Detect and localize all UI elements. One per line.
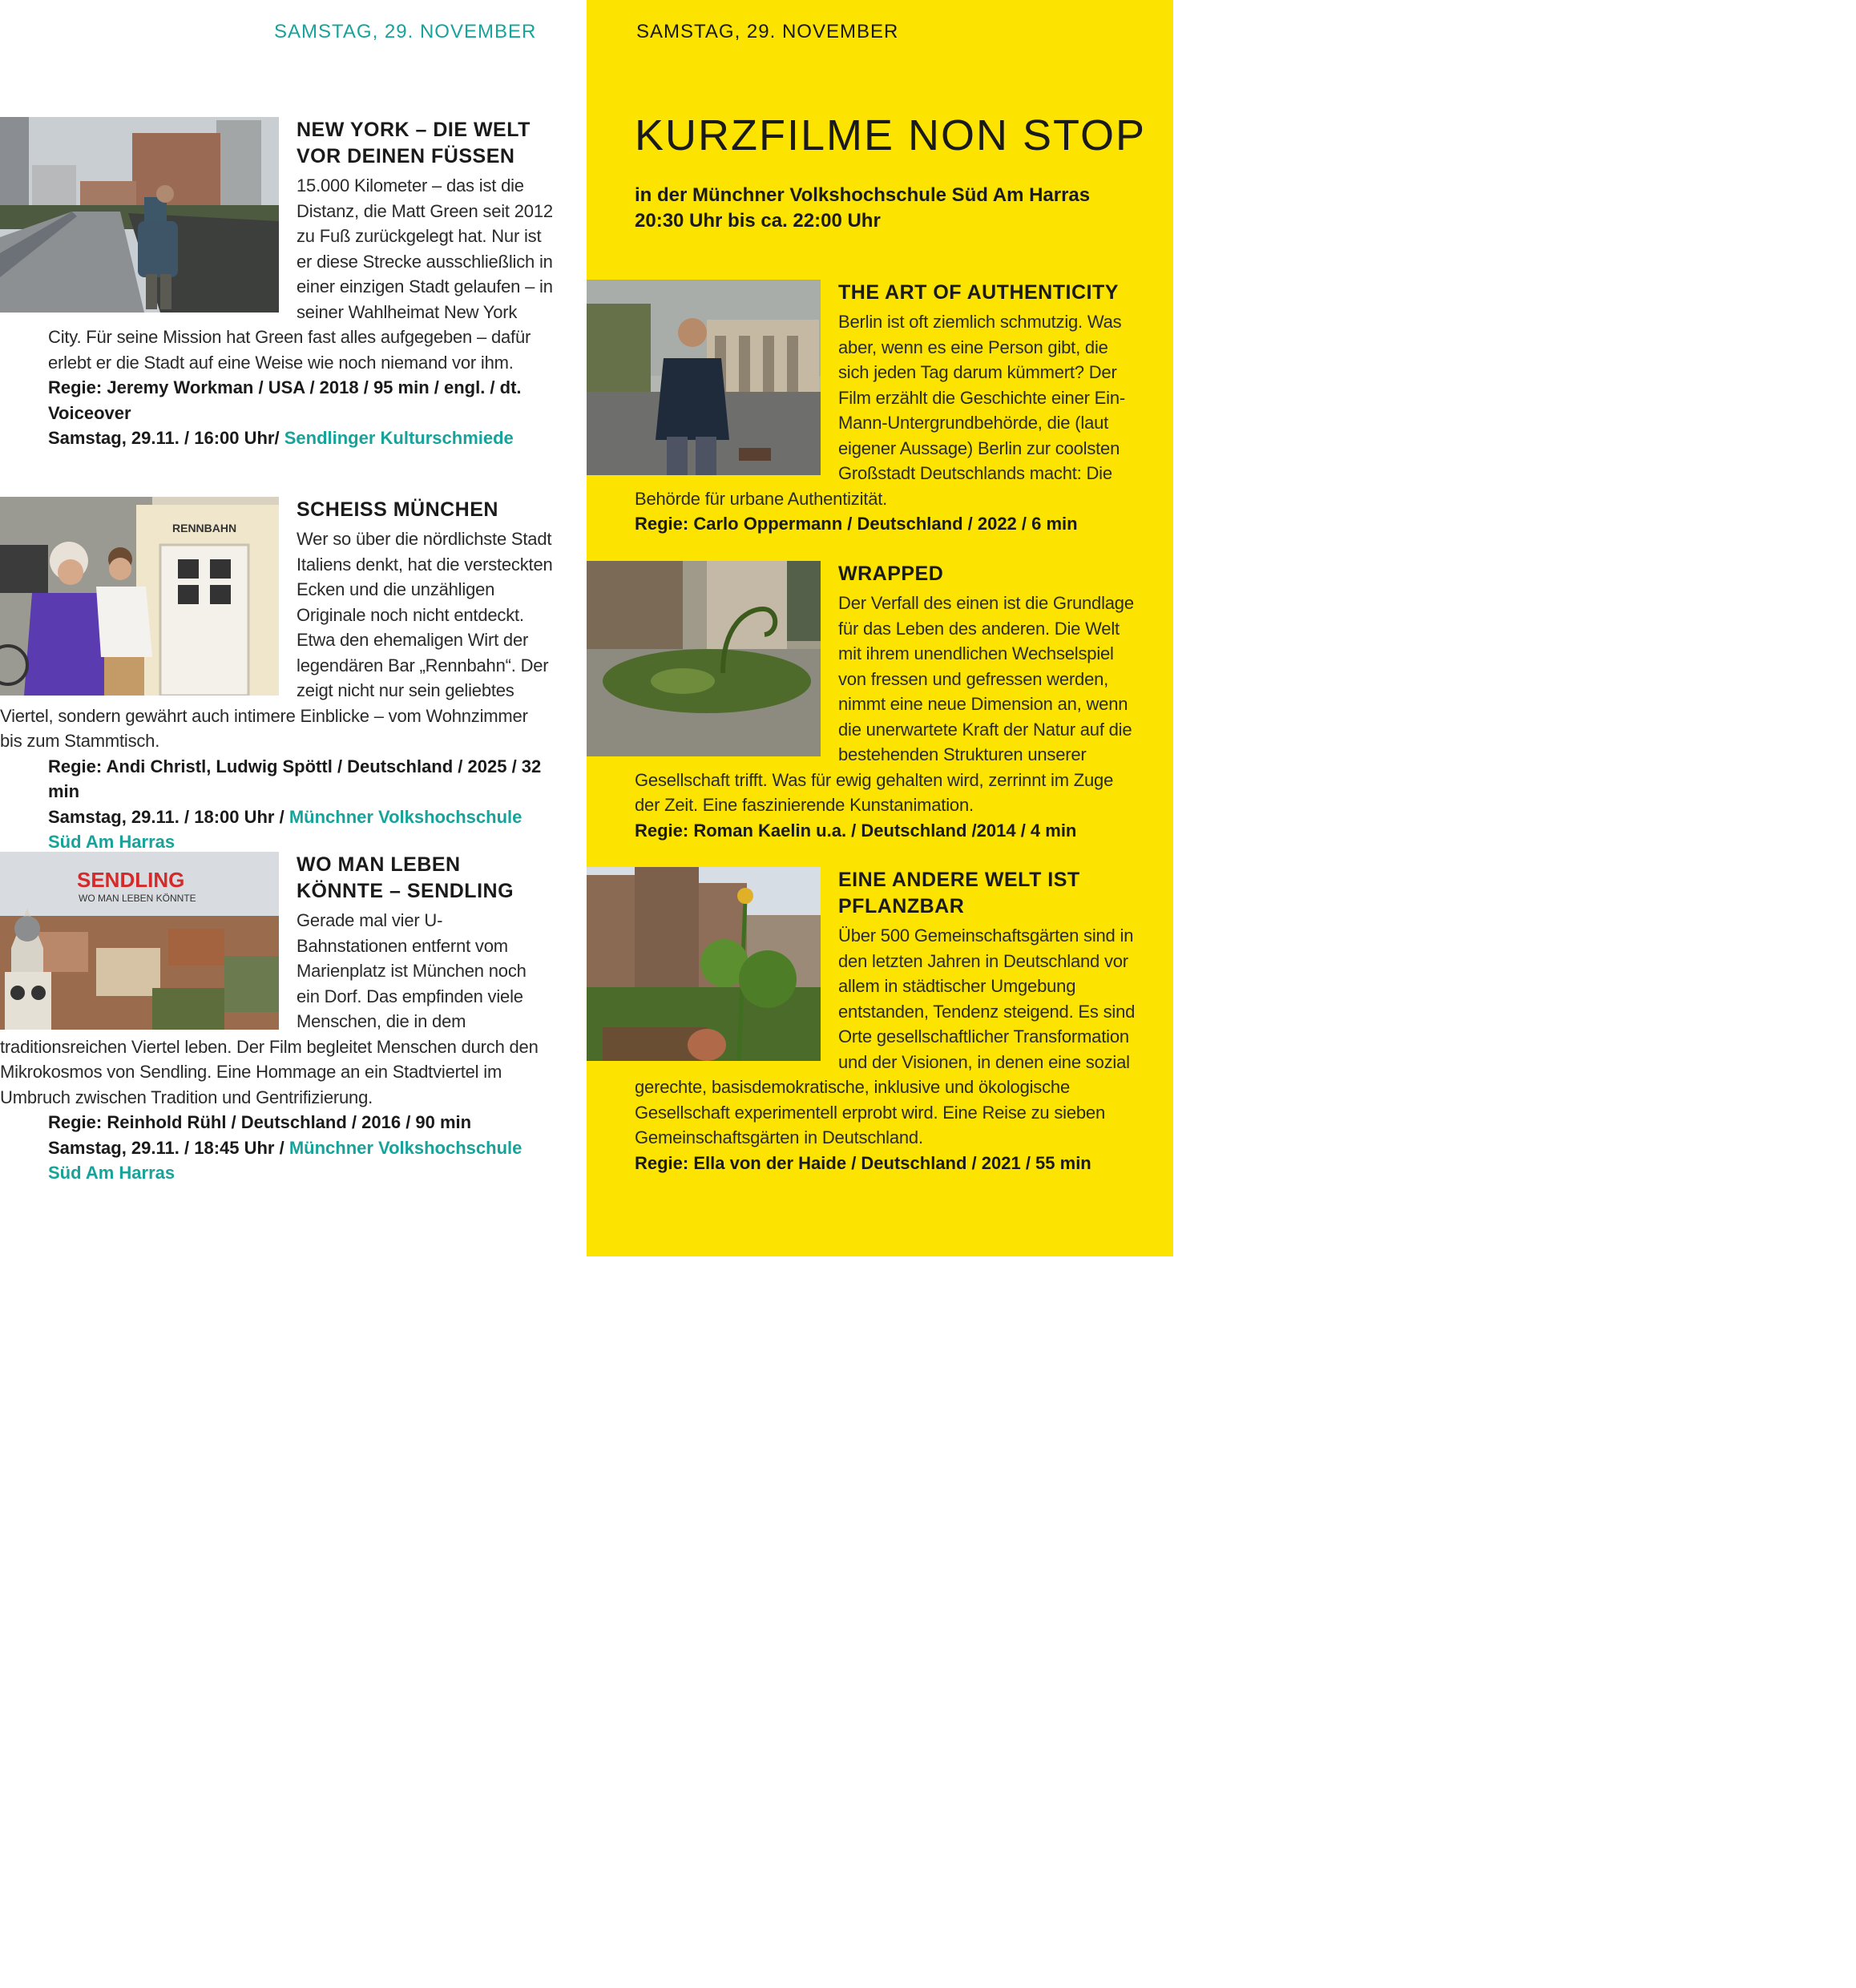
film-image-art-of-authenticity: [587, 280, 821, 475]
film-description: 15.000 Kilometer – das ist die Distanz, die Matt Green seit 2012 zu Fuß zurückgelegt hat. Nur ist er diese Strecke ausschließlich in einer einzigen Stadt gelaufen – in seiner Wahlheimat New York City. Für seine Mission hat Green fast alles aufgegeben – dafür erlebt er die Stadt auf eine Weise wie noch niemand vor ihm.: [48, 175, 553, 373]
film-credit: Regie: Ella von der Haide / Deutschland / 2021 / 55 min: [635, 1152, 1091, 1173]
page-date: SAMSTAG, 29. NOVEMBER: [274, 21, 537, 42]
film-credit: Regie: Carlo Oppermann / Deutschland / 2022 / 6 min: [635, 514, 1078, 534]
film-entry-new-york: [0, 117, 553, 451]
film-entry-scheiss-muenchen: [0, 497, 553, 855]
film-credit: Regie: Reinhold Rühl / Deutschland / 2016 / 90 min: [48, 1112, 472, 1132]
subheading-location: in der Münchner Volkshochschule Süd Am Harras: [635, 184, 1091, 206]
film-description: Wer so über die nördlichste Stadt Italiens denkt, hat die versteckten Ecken und die unzähligen Originale noch nicht entdeckt. Etwa den ehemaligen Wirt der legendären Bar „Rennbahn“. Der zeigt nicht nur sein geliebtes Viertel, sondern gewährt auch intimere Einblicke – vom Wohnzimmer bis zum Stammtisch.: [0, 529, 553, 751]
left-page: [0, 0, 587, 1256]
film-title-line: KÖNNTE – SENDLING: [297, 880, 514, 902]
film-title-line: THE ART OF AUTHENTICITY: [838, 281, 1119, 304]
film-screening: [48, 425, 553, 451]
section-heading: KURZFILME NON STOP: [635, 111, 1147, 159]
screening-time: Samstag, 29.11. / 18:45 Uhr /: [48, 1137, 289, 1158]
film-image-sendling: [0, 852, 279, 1030]
film-title-line: NEW YORK – DIE WELT: [297, 119, 531, 141]
film-title-line: SCHEISS MÜNCHEN: [297, 498, 498, 521]
film-credit: Regie: Roman Kaelin u.a. / Deutschland /2014 / 4 min: [635, 820, 1077, 841]
film-title-line: VOR DEINEN FÜSSEN: [297, 145, 515, 167]
film-credit: Regie: Jeremy Workman / USA / 2018 / 95 min / engl. / dt. Voiceover: [48, 377, 522, 423]
film-image-scheiss-muenchen: [0, 497, 279, 696]
film-title-line: EINE ANDERE WELT IST: [838, 869, 1080, 891]
right-page: [587, 0, 1173, 1256]
film-description: Über 500 Gemeinschaftsgärten sind in den letzten Jahren in Deutschland vor allem in städtischer Umgebung entstanden, Tendenz steigend. Es sind Orte gesellschaftlicher Transformation und der Visionen, in denen eine sozial gerechte, basisdemokratische, inklusive und ökologische Gesellschaft experimentell erprobt wird. Eine Reise zu sieben Gemeinschaftsgärten in Deutschland.: [635, 925, 1136, 1147]
film-entry-sendling: [0, 852, 553, 1186]
film-image-wrapped: [587, 561, 821, 756]
film-entry-pflanzbar: [635, 867, 1136, 1175]
film-description: Gerade mal vier U-Bahnstationen entfernt vom Marienplatz ist München noch ein Dorf. Das empfinden viele Menschen, die in dem traditionsreichen Viertel leben. Der Film begleitet Menschen durch den Mikrokosmos von Sendling. Eine Hommage an ein Stadtviertel im Umbruch zwischen Tradition und Gentrifizierung.: [0, 910, 539, 1107]
subheading-time: 20:30 Uhr bis ca. 22:00 Uhr: [635, 210, 881, 232]
film-image-new-york: [0, 117, 279, 313]
screening-time: Samstag, 29.11. / 18:00 Uhr /: [48, 806, 289, 827]
film-title-line: PFLANZBAR: [838, 895, 965, 917]
image-sign-text: RENNBAHN: [172, 522, 237, 534]
film-title-line: WO MAN LEBEN: [297, 853, 461, 876]
venue-link[interactable]: Münchner Volkshochschule Süd Am Harras: [48, 1137, 523, 1183]
image-title-text: SENDLING: [77, 868, 185, 892]
film-credit: Regie: Andi Christl, Ludwig Spöttl / Deutschland / 2025 / 32 min: [48, 756, 542, 801]
page-date: SAMSTAG, 29. NOVEMBER: [636, 21, 899, 42]
film-image-pflanzbar: [587, 867, 821, 1061]
venue-link[interactable]: Münchner Volkshochschule Süd Am Harras: [48, 806, 523, 852]
film-description: Der Verfall des einen ist die Grundlage für das Leben des anderen. Die Welt mit ihrem unendlichen Wechselspiel von fressen und gefressen werden, nimmt eine neue Dimension an, wenn die unerwartete Kraft der Natur auf die bestehenden Strukturen unserer Gesellschaft trifft. Was für ewig gehalten wird, zerrinnt im Zuge der Zeit. Eine faszinierende Kunstanimation.: [635, 593, 1134, 815]
screening-time: Samstag, 29.11. / 16:00 Uhr/: [48, 428, 284, 448]
venue-link[interactable]: Sendlinger Kulturschmiede: [284, 428, 514, 448]
film-title-line: WRAPPED: [838, 563, 944, 585]
section-subheading: [635, 183, 1090, 234]
film-entry-wrapped: [635, 561, 1136, 843]
film-screening: [48, 804, 553, 855]
image-subtitle-text: WO MAN LEBEN KÖNNTE: [79, 893, 196, 904]
film-entry-art-of-authenticity: [635, 280, 1136, 537]
film-description: Berlin ist oft ziemlich schmutzig. Was aber, wenn es eine Person gibt, die sich jeden Tag darum kümmert? Der Film erzählt die Geschichte einer Ein-Mann-Untergrundbehörde, die (laut eigener Aussage) Berlin zur coolsten Großstadt Deutschlands macht: Die Behörde für urbane Authentizität.: [635, 312, 1125, 509]
film-screening: [48, 1135, 553, 1186]
